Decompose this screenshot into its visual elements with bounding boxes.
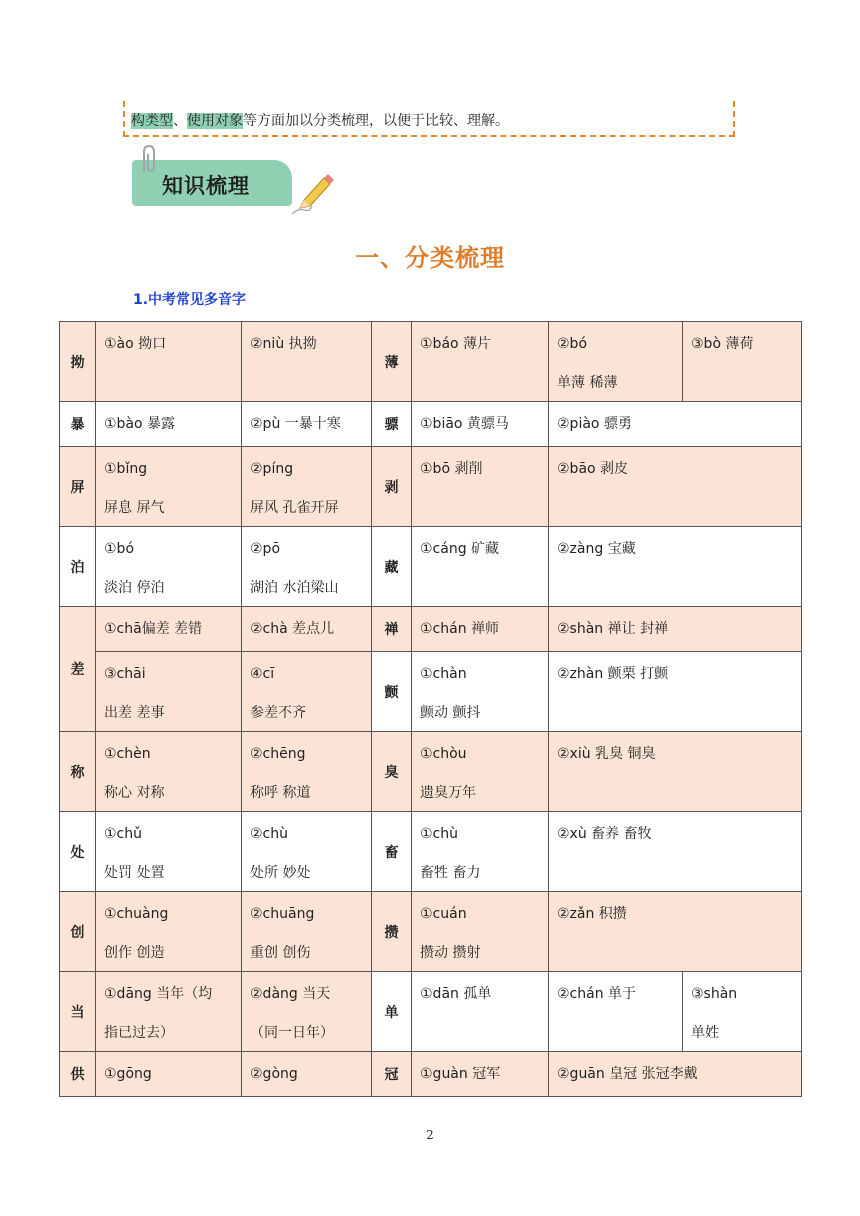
reading-cell: ①báo 薄片	[412, 322, 549, 402]
intro-text	[131, 110, 509, 130]
char-cell: 屏	[60, 447, 96, 527]
char-cell: 拗	[60, 322, 96, 402]
reading-cell: ①chā偏差 差错	[96, 607, 242, 652]
table-row	[60, 322, 802, 402]
reading-cell: ②guān 皇冠 张冠李戴	[549, 1052, 802, 1097]
table-row	[60, 812, 802, 892]
char-cell: 创	[60, 892, 96, 972]
char-cell: 畜	[372, 812, 412, 892]
reading-cell: ①cáng 矿藏	[412, 527, 549, 607]
reading-cell: ②xù 畜养 畜牧	[549, 812, 802, 892]
reading-cell: ②niù 执拗	[242, 322, 372, 402]
paperclip-icon	[138, 144, 160, 174]
char-cell: 当	[60, 972, 96, 1052]
reading-cell: ①dāng 当年（均 指已过去）	[96, 972, 242, 1052]
reading-cell: ④cī 参差不齐	[242, 652, 372, 732]
reading-cell: ①chǔ 处罚 处置	[96, 812, 242, 892]
reading-cell: ②bó 单薄 稀薄	[549, 322, 683, 402]
reading-cell: ①dān 孤单	[412, 972, 549, 1052]
reading-cell: ②gòng	[242, 1052, 372, 1097]
reading-cell: ②pù 一暴十寒	[242, 402, 372, 447]
reading-cell: ②pō 湖泊 水泊梁山	[242, 527, 372, 607]
reading-cell: ②bāo 剥皮	[549, 447, 802, 527]
reading-cell: ②piào 骠勇	[549, 402, 802, 447]
table-row	[60, 402, 802, 447]
intro-rest: 等方面加以分类梳理，以便于比较、理解。	[243, 113, 509, 129]
intro-separator: 、	[173, 113, 187, 129]
char-cell: 冠	[372, 1052, 412, 1097]
table-row	[60, 527, 802, 607]
reading-cell: ①bó 淡泊 停泊	[96, 527, 242, 607]
page-number: 2	[426, 1128, 434, 1142]
reading-cell: ②chán 单于	[549, 972, 683, 1052]
reading-cell: ①chán 禅师	[412, 607, 549, 652]
char-cell: 藏	[372, 527, 412, 607]
table-row	[60, 652, 802, 732]
char-cell: 泊	[60, 527, 96, 607]
reading-cell: ①guàn 冠军	[412, 1052, 549, 1097]
char-cell: 暴	[60, 402, 96, 447]
table-row	[60, 972, 802, 1052]
char-cell: 禅	[372, 607, 412, 652]
reading-cell: ②shàn 禅让 封禅	[549, 607, 802, 652]
reading-cell: ①chàn 颤动 颤抖	[412, 652, 549, 732]
section-title: 一、分类梳理	[355, 244, 505, 272]
reading-cell: ①gōng	[96, 1052, 242, 1097]
reading-cell: ①biāo 黄骠马	[412, 402, 549, 447]
char-cell: 臭	[372, 732, 412, 812]
reading-cell: ②zàng 宝藏	[549, 527, 802, 607]
char-cell: 剥	[372, 447, 412, 527]
subsection-title: 1.中考常见多音字	[133, 292, 247, 308]
reading-cell: ②zǎn 积攒	[549, 892, 802, 972]
table-row	[60, 1052, 802, 1097]
reading-cell: ①bō 剥削	[412, 447, 549, 527]
char-cell: 处	[60, 812, 96, 892]
reading-cell: ①chù 畜牲 畜力	[412, 812, 549, 892]
char-cell: 供	[60, 1052, 96, 1097]
reading-cell: ③shàn 单姓	[683, 972, 802, 1052]
reading-cell: ①cuán 攒动 攒射	[412, 892, 549, 972]
reading-cell: ②chù 处所 妙处	[242, 812, 372, 892]
reading-cell: ①bào 暴露	[96, 402, 242, 447]
table-row	[60, 732, 802, 812]
reading-cell: ②chēng 称呼 称道	[242, 732, 372, 812]
char-cell: 差	[60, 607, 96, 732]
char-cell: 单	[372, 972, 412, 1052]
char-cell: 攒	[372, 892, 412, 972]
reading-cell: ①chòu 遗臭万年	[412, 732, 549, 812]
intro-box	[123, 101, 735, 137]
char-cell: 骠	[372, 402, 412, 447]
reading-cell: ③bò 薄荷	[683, 322, 802, 402]
table-row	[60, 447, 802, 527]
reading-cell: ①chèn 称心 对称	[96, 732, 242, 812]
reading-cell: ②chuāng 重创 创伤	[242, 892, 372, 972]
reading-cell: ②chà 差点儿	[242, 607, 372, 652]
polyphone-table	[59, 321, 802, 1097]
intro-highlight-1: 构类型	[131, 113, 173, 129]
char-cell: 薄	[372, 322, 412, 402]
intro-highlight-2: 使用对象	[187, 113, 243, 129]
char-cell: 称	[60, 732, 96, 812]
reading-cell: ①ào 拗口	[96, 322, 242, 402]
reading-cell: ②zhàn 颤栗 打颤	[549, 652, 802, 732]
reading-cell: ③chāi 出差 差事	[96, 652, 242, 732]
table-row	[60, 607, 802, 652]
reading-cell: ②xiù 乳臭 铜臭	[549, 732, 802, 812]
char-cell: 颤	[372, 652, 412, 732]
badge-label: 知识梳理	[162, 174, 250, 198]
reading-cell: ②dàng 当天 （同一日年）	[242, 972, 372, 1052]
table-row	[60, 892, 802, 972]
pencil-icon	[290, 170, 334, 216]
reading-cell: ①bǐng 屏息 屏气	[96, 447, 242, 527]
reading-cell: ①chuàng 创作 创造	[96, 892, 242, 972]
reading-cell: ②píng 屏风 孔雀开屏	[242, 447, 372, 527]
